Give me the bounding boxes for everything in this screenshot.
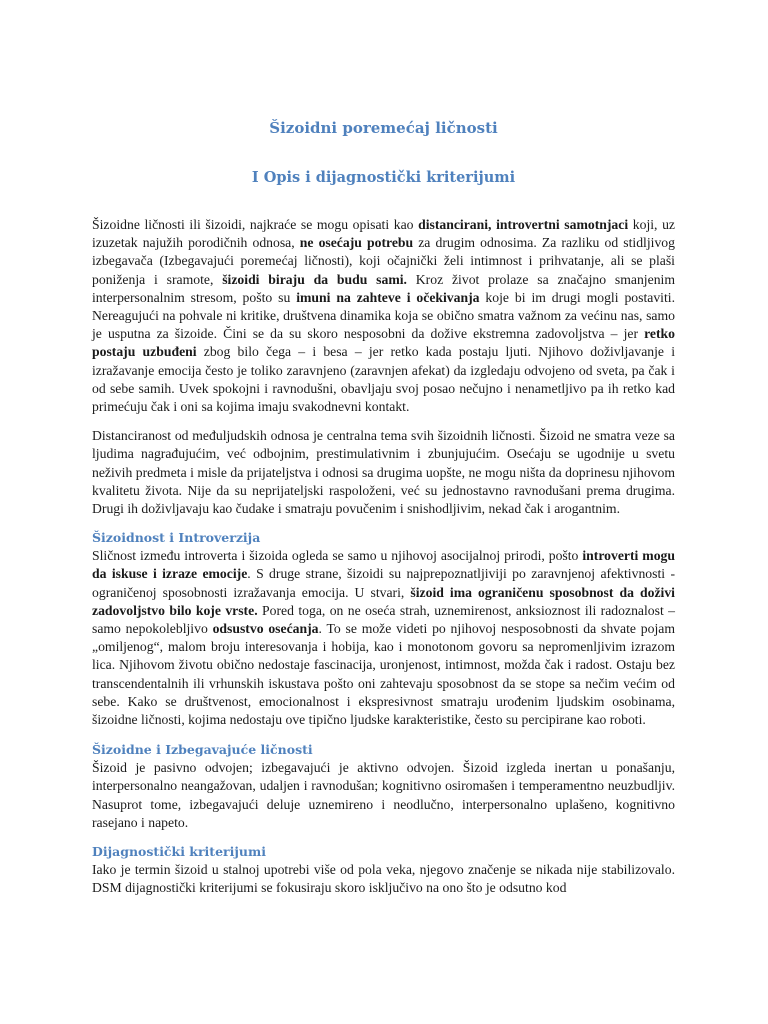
text-run: Sličnost između introverta i šizoida ogleda se samo u njihovoj asocijalnoj prirodi, pošto — [92, 548, 583, 564]
text-run: . S druge strane, šizoidi su najprepoznatljiviji po zaravnjenoj afektivnosti - ograničenoj sposobnosti izražavanja emocija. U stvari, — [92, 566, 675, 600]
document-title: Šizoidni poremećaj ličnosti — [269, 119, 498, 137]
subheading-criteria: Dijagnostički kriterijumi — [92, 844, 266, 860]
text-run: koji, uz izuzetak najužih porodičnih odnosa, — [92, 217, 676, 251]
text-run: . To se može videti po njihovoj nesposobnosti da shvate pojam „omiljenog“, malom broju interesovanja i hobija, kao i monotonom govoru sa nepromenljivim izrazom lica. Njihovom životu obično nedostaje fascinacija, uronjenost, intimnost, možda čak i radost. Ostaju bez transcendentalnih ili vrhunskih iskustava pošto oni zahtevaju sposobnost da se stope sa nečim većim od sebe. Kako se društvenost, emocionalnost i ekspresivnost smatraju urođenim ljudskim osobinama, šizoidne ličnosti, kojima nedostaju ove tipično ljudske karakteristike, često su percipirane kao roboti. — [92, 621, 675, 728]
text-run: zbog bilo čega – i besa – jer retko kada postaju ljuti. Njihovo doživljavanje i izražavanje emocija često je toliko zaravnjeno (zaravnjen afekat) da izgledaju odvojeno od sveta, pa čak i od sebe samih. Uvek spokojni i ravnodušni, obavljaju svoj posao nečujno i nenametljivo pa ih retko kad primećuju čak i oni sa kojima imaju svakodnevni kontakt. — [92, 344, 675, 415]
text-run: Kroz život prolaze sa značajno smanjenim interpersonalnim stresom, pošto su — [92, 271, 675, 305]
paragraph-avoidant: Šizoid je pasivno odvojen; izbegavajući je aktivno odvojen. Šizoid izgleda inertan u ponašanju, interpersonalno neangažovan, udaljen i ravnodušan; kognitivno osiromašen i temperamentno neuzbudljiv. Nasuprot tome, izbegavajući deluje uznemireno i neodlučno, interpersonalno uplašeno, kognitivno rasejano i napeto. — [92, 760, 675, 830]
bold-run: šizoidi biraju da budu sami. — [222, 271, 407, 287]
bold-run: šizoid ima ograničenu sposobnost da doživi zadovoljstvo bilo koje vrste. — [92, 584, 675, 618]
subheading-introversion: Šizoidnost i Introverzija — [92, 530, 261, 546]
bold-run: imuni na zahteve i očekivanja — [296, 289, 480, 305]
bold-run: distancirani, introvertni samotnjaci — [418, 217, 629, 232]
text-run: Pored toga, on ne oseća strah, uznemirenost, anksioznost ili radoznalost – samo nepokolebljivo — [92, 602, 675, 637]
subheading-avoidant: Šizoidne i Izbegavajuće ličnosti — [92, 742, 313, 758]
paragraph-intro — [92, 216, 675, 416]
bold-run: retko postaju uzbuđeni — [92, 326, 675, 360]
text-run: Šizoidne ličnosti ili šizoidi, najkraće se mogu opisati kao — [92, 217, 419, 232]
paragraph-introversion — [92, 547, 675, 729]
section-heading: I Opis i dijagnostički kriterijumi — [251, 169, 516, 186]
text-run: za drugim odnosima. Za razliku od stidljivog izbegavača (Izbegavajući poremećaj ličnosti), koji očajnički želi intimnost i prihvatanje, ali se plaši poniženja i sramote, — [92, 235, 675, 287]
bold-run: ne osećaju potrebu — [299, 235, 414, 251]
paragraph-distance: Distanciranost od međuljudskih odnosa je centralna tema svih šizoidnih ličnosti. Šizoid ne smatra veze sa ljudima nagrađujućim, već odbojnim, prestimulativnim i zbunjujućim. Osećaju se ugodnije u svetu neživih predmeta i misle da prijateljstva i odnosi sa drugima uopšte, ne mogu ništa da doprinesu njihovom kvalitetu života. Nije da su neprijateljski raspoloženi, već su jednostavno ravnodušani prema drugima. Drugi ih doživljavaju kao čudake i smatraju povučenim i snishodljivim, nekad čak i arogantnim. — [92, 428, 675, 517]
paragraph-criteria: Iako je termin šizoid u stalnoj upotrebi više od pola veka, njegovo značenje se nikada nije stabilizovalo. DSM dijagnostički kriterijumi se fokusiraju skoro isključivo na ono što je odsutno kod — [92, 862, 675, 896]
bold-run: introverti mogu da iskuse i izraze emocije — [92, 548, 676, 582]
bold-run: odsustvo osećanja — [212, 621, 319, 637]
text-run: koje bi im drugi mogli postaviti. Nereagujući na pohvale ni kritike, društvena dinamika koja se obično smatra važnom za većinu nas, samo je usputna za šizoide. Čini se da su skoro nesposobni da dožive ekstremna zadovoljstva – jer — [92, 289, 676, 342]
